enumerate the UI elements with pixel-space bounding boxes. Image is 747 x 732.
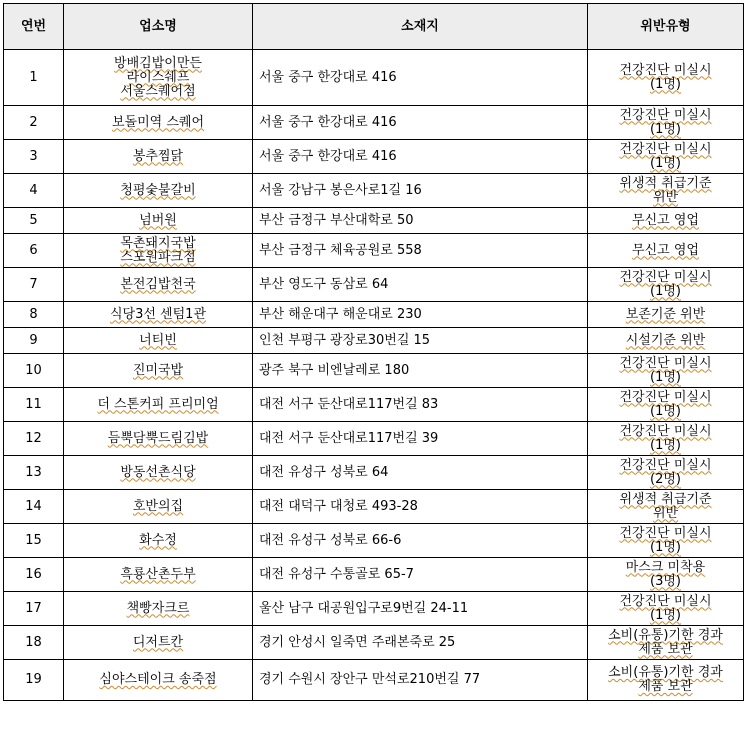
header-location: 소재지 (253, 4, 588, 50)
cell-location: 서울 중구 한강대로 416 (253, 106, 588, 140)
cell-location: 부산 영도구 동삼로 64 (253, 268, 588, 302)
business-name-line: 식당3선 센텀1관 (109, 306, 207, 322)
business-name-line: 라이스쉐프 (126, 69, 190, 85)
violation-line: 건강진단 미실시 (619, 423, 712, 439)
table-body (4, 50, 744, 701)
table-row (4, 234, 744, 268)
business-name-line: 목촌돼지국밥 (120, 235, 196, 251)
table-row (4, 456, 744, 490)
table-row (4, 558, 744, 592)
business-name-line: 흑룡산촌두부 (120, 566, 196, 582)
cell-no: 15 (4, 524, 64, 558)
cell-location: 인천 부평구 광장로30번길 15 (253, 328, 588, 354)
header-violation-type: 위반유형 (588, 4, 744, 50)
cell-violation-type (588, 302, 744, 328)
business-name-line: 너티빈 (139, 332, 177, 348)
cell-business-name (64, 524, 253, 558)
cell-business-name (64, 592, 253, 626)
cell-violation-type (588, 268, 744, 302)
cell-no: 16 (4, 558, 64, 592)
table-row (4, 140, 744, 174)
cell-business-name (64, 106, 253, 140)
cell-no: 14 (4, 490, 64, 524)
cell-no: 18 (4, 626, 64, 660)
business-name-line: 넘버원 (139, 212, 177, 228)
cell-no: 19 (4, 660, 64, 701)
table-row (4, 388, 744, 422)
business-name-line: 청평숯불갈비 (120, 182, 196, 198)
violation-line: (1명) (650, 403, 681, 419)
cell-violation-type (588, 50, 744, 106)
cell-location: 울산 남구 대공원입구로9번길 24-11 (253, 592, 588, 626)
table-row (4, 174, 744, 208)
violation-line: (1명) (650, 607, 681, 623)
violation-line: 위반 (652, 189, 679, 205)
cell-violation-type (588, 660, 744, 701)
business-name-line: 진미국밥 (132, 362, 184, 378)
cell-location: 서울 중구 한강대로 416 (253, 50, 588, 106)
violation-line: 위반 (652, 505, 679, 521)
cell-violation-type (588, 422, 744, 456)
business-name-line: 스포원파크점 (120, 249, 196, 265)
table-header-row (4, 4, 744, 50)
violation-line: 건강진단 미실시 (619, 389, 712, 405)
violation-table (3, 3, 744, 701)
table-row (4, 328, 744, 354)
cell-no: 17 (4, 592, 64, 626)
business-name-line: 더 스톤커피 프리미엄 (97, 396, 219, 412)
violation-line: (1명) (650, 121, 681, 137)
cell-violation-type (588, 388, 744, 422)
cell-violation-type (588, 328, 744, 354)
violation-line: 건강진단 미실시 (619, 593, 712, 609)
cell-location: 서울 강남구 봉은사로1길 16 (253, 174, 588, 208)
table-row (4, 524, 744, 558)
violation-line: 건강진단 미실시 (619, 107, 712, 123)
violation-table-container (3, 3, 744, 701)
business-name-line: 책빵자크르 (126, 600, 190, 616)
cell-violation-type (588, 140, 744, 174)
cell-location: 부산 금정구 체육공원로 558 (253, 234, 588, 268)
business-name-line: 심야스테이크 송죽점 (99, 672, 217, 687)
cell-location: 경기 수원시 장안구 만석로210번길 77 (253, 660, 588, 701)
violation-line: (1명) (650, 76, 681, 92)
business-name-line: 화수정 (139, 532, 177, 548)
table-row (4, 592, 744, 626)
cell-business-name (64, 660, 253, 701)
cell-location: 대전 유성구 성북로 66-6 (253, 524, 588, 558)
cell-location: 부산 금정구 부산대학로 50 (253, 208, 588, 234)
violation-line: 소비(유통)기한 경과 (608, 627, 723, 643)
cell-no: 9 (4, 328, 64, 354)
violation-line: (3명) (650, 573, 681, 589)
cell-business-name (64, 490, 253, 524)
cell-violation-type (588, 490, 744, 524)
header-no: 연번 (4, 4, 64, 50)
cell-no: 8 (4, 302, 64, 328)
business-name-line: 방동선촌식당 (120, 464, 196, 480)
cell-violation-type (588, 558, 744, 592)
cell-no: 3 (4, 140, 64, 174)
cell-no: 5 (4, 208, 64, 234)
cell-location: 서울 중구 한강대로 416 (253, 140, 588, 174)
violation-line: 제품 보관 (638, 679, 693, 694)
business-name-line: 봉추찜닭 (132, 148, 184, 164)
business-name-line: 본전김밥천국 (120, 276, 196, 292)
violation-line: 소비(유통)기한 경과 (608, 665, 723, 680)
business-name-line: 디저트칸 (132, 634, 184, 650)
cell-location: 광주 북구 비엔날레로 180 (253, 354, 588, 388)
violation-line: (2명) (650, 471, 681, 487)
cell-no: 1 (4, 50, 64, 106)
cell-business-name (64, 354, 253, 388)
cell-no: 7 (4, 268, 64, 302)
cell-location: 부산 해운대구 해운대로 230 (253, 302, 588, 328)
cell-business-name (64, 328, 253, 354)
cell-business-name (64, 388, 253, 422)
table-row (4, 106, 744, 140)
cell-business-name (64, 302, 253, 328)
business-name-line: 호반의집 (132, 498, 184, 514)
cell-business-name (64, 234, 253, 268)
violation-line: 위생적 취급기준 (619, 491, 712, 507)
violation-line: (1명) (650, 283, 681, 299)
cell-violation-type (588, 354, 744, 388)
cell-location: 경기 안성시 일죽면 주래본죽로 25 (253, 626, 588, 660)
cell-business-name (64, 422, 253, 456)
violation-line: 건강진단 미실시 (619, 62, 712, 78)
table-row (4, 660, 744, 701)
violation-line: 무신고 영업 (632, 242, 699, 258)
cell-business-name (64, 456, 253, 490)
cell-business-name (64, 140, 253, 174)
violation-line: 시설기준 위반 (625, 332, 706, 348)
cell-no: 6 (4, 234, 64, 268)
cell-no: 10 (4, 354, 64, 388)
cell-violation-type (588, 592, 744, 626)
cell-business-name (64, 50, 253, 106)
violation-line: (1명) (650, 539, 681, 555)
cell-violation-type (588, 208, 744, 234)
cell-no: 2 (4, 106, 64, 140)
violation-line: 건강진단 미실시 (619, 141, 712, 157)
business-name-line: 보돌미역 스퀘어 (111, 114, 205, 130)
violation-line: 위생적 취급기준 (619, 175, 712, 191)
business-name-line: 듬뿍담뿍드림김밥 (107, 430, 209, 446)
violation-line: 건강진단 미실시 (619, 355, 712, 371)
violation-line: 보존기준 위반 (625, 306, 706, 322)
cell-no: 11 (4, 388, 64, 422)
violation-line: (1명) (650, 369, 681, 385)
table-row (4, 422, 744, 456)
violation-line: 무신고 영업 (632, 212, 699, 228)
cell-business-name (64, 268, 253, 302)
cell-no: 13 (4, 456, 64, 490)
violation-line: 건강진단 미실시 (619, 457, 712, 473)
table-row (4, 208, 744, 234)
header-business-name: 업소명 (64, 4, 253, 50)
violation-line: 제품 보관 (638, 641, 693, 657)
table-row (4, 490, 744, 524)
cell-business-name (64, 208, 253, 234)
violation-line: (1명) (650, 437, 681, 453)
cell-location: 대전 대덕구 대청로 493-28 (253, 490, 588, 524)
business-name-line: 서울스퀘어점 (120, 83, 196, 99)
cell-violation-type (588, 626, 744, 660)
cell-no: 4 (4, 174, 64, 208)
violation-line: 건강진단 미실시 (619, 525, 712, 541)
violation-line: 마스크 미착용 (625, 559, 706, 575)
cell-violation-type (588, 456, 744, 490)
violation-line: (1명) (650, 155, 681, 171)
violation-line: 건강진단 미실시 (619, 269, 712, 285)
cell-location: 대전 서구 둔산대로117번길 39 (253, 422, 588, 456)
table-row (4, 50, 744, 106)
cell-location: 대전 유성구 성북로 64 (253, 456, 588, 490)
cell-location: 대전 유성구 수통골로 65-7 (253, 558, 588, 592)
cell-violation-type (588, 106, 744, 140)
cell-no: 12 (4, 422, 64, 456)
cell-violation-type (588, 174, 744, 208)
cell-business-name (64, 174, 253, 208)
cell-violation-type (588, 524, 744, 558)
cell-business-name (64, 626, 253, 660)
cell-business-name (64, 558, 253, 592)
table-row (4, 302, 744, 328)
cell-location: 대전 서구 둔산대로117번길 83 (253, 388, 588, 422)
table-row (4, 626, 744, 660)
table-row (4, 268, 744, 302)
business-name-line: 방배김밥이만든 (114, 55, 202, 71)
table-row (4, 354, 744, 388)
cell-violation-type (588, 234, 744, 268)
